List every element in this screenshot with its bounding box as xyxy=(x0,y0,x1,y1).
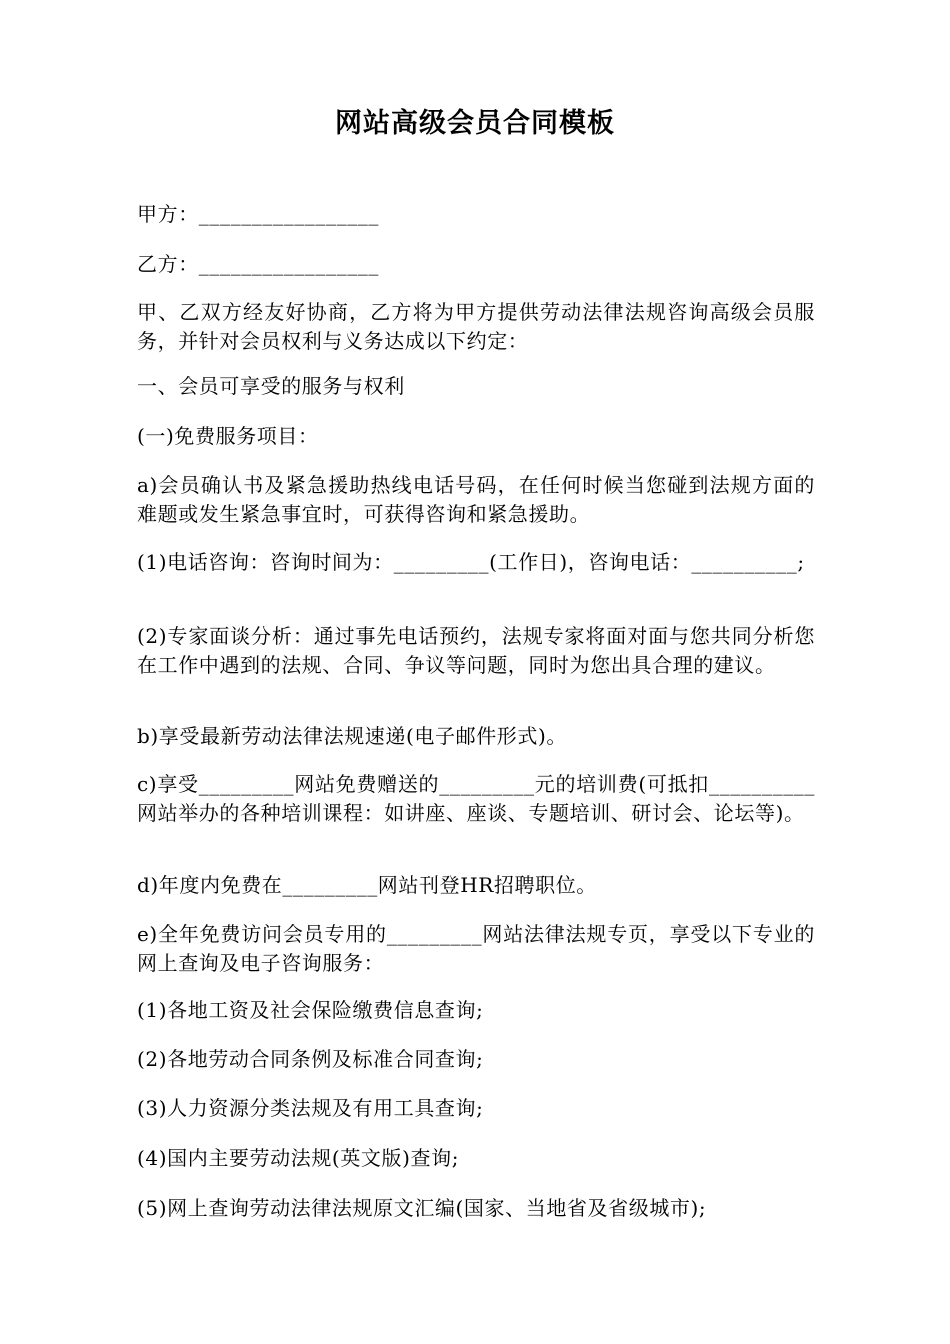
intro-paragraph: 甲、乙双方经友好协商，乙方将为甲方提供劳动法律法规咨询高级会员服务，并针对会员权利与义务达成以下约定： xyxy=(137,300,815,353)
subsection-heading-1: (一)免费服务项目： xyxy=(137,424,319,448)
clause-c: c)享受_________网站免费赠送的_________元的培训费(可抵扣__________网站举办的各种培训课程：如讲座、座谈、专题培训、研讨会、论坛等)。 xyxy=(137,772,815,825)
clause-e-item-3: (3)人力资源分类法规及有用工具查询; xyxy=(137,1096,484,1120)
clause-e-item-5: (5)网上查询劳动法律法规原文汇编(国家、当地省及省级城市); xyxy=(137,1196,707,1220)
clause-e-item-4: (4)国内主要劳动法规(英文版)查询; xyxy=(137,1146,460,1170)
document-title: 网站高级会员合同模板 xyxy=(335,108,615,139)
clause-a-item-2: (2)专家面谈分析：通过事先电话预约，法规专家将面对面与您共同分析您在工作中遇到的法规、合同、争议等问题，同时为您出具合理的建议。 xyxy=(137,624,815,677)
clause-e: e)全年免费访问会员专用的_________网站法律法规专页，享受以下专业的网上查询及电子咨询服务： xyxy=(137,922,815,975)
party-a-line: 甲方：_________________ xyxy=(137,202,379,226)
clause-a-item-1: (1)电话咨询：咨询时间为：_________(工作日)，咨询电话：__________; xyxy=(137,550,805,574)
clause-b: b)享受最新劳动法律法规速递(电子邮件形式)。 xyxy=(137,724,568,748)
section-heading-1: 一、会员可享受的服务与权利 xyxy=(137,374,405,398)
clause-a: a)会员确认书及紧急援助热线电话号码，在任何时候当您碰到法规方面的难题或发生紧急事宜时，可获得咨询和紧急援助。 xyxy=(137,473,815,526)
party-b-line: 乙方：_________________ xyxy=(137,252,379,276)
clause-e-item-2: (2)各地劳动合同条例及标准合同查询; xyxy=(137,1047,484,1071)
clause-d: d)年度内免费在_________网站刊登HR招聘职位。 xyxy=(137,873,597,897)
clause-e-item-1: (1)各地工资及社会保险缴费信息查询; xyxy=(137,998,484,1022)
